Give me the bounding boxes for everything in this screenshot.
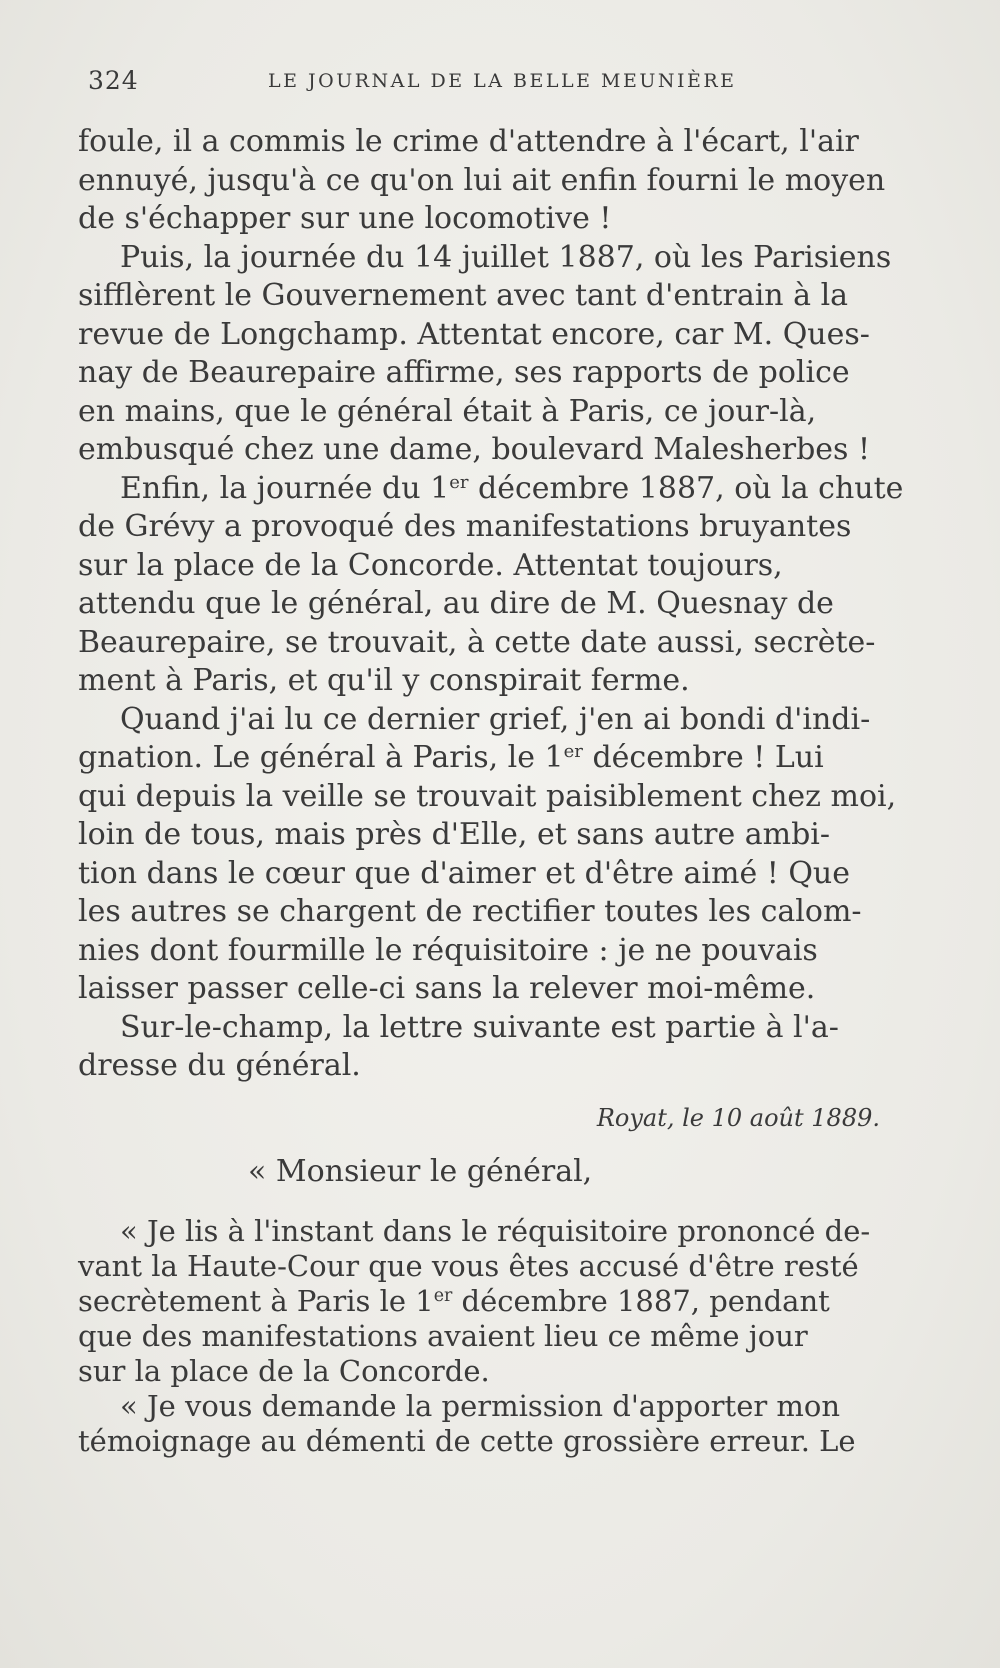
text-line: sur la place de la Concorde.: [78, 1353, 490, 1388]
text-line: attendu que le général, au dire de M. Quesnay de: [78, 586, 834, 621]
text-line: [78, 739, 938, 778]
text-run: Enfin, la journée du 1: [120, 470, 450, 506]
text-run: décembre 1887, où la chute: [468, 470, 904, 506]
text-run: gnation. Le général à Paris, le 1: [78, 740, 564, 775]
text-line: foule, il a commis le crime d'attendre à l'écart, l'air: [78, 124, 859, 159]
text-line: tion dans le cœur que d'aimer et d'être aimé ! Que: [78, 855, 851, 891]
ordinal-superscript: er: [433, 1285, 453, 1306]
text-line: de Grévy a provoqué des manifestations bruyantes: [78, 509, 852, 544]
text-line: les autres se chargent de rectifier toutes les calom-: [78, 894, 862, 929]
text-line: ment à Paris, et qu'il y conspirait ferme.: [78, 663, 690, 698]
page-number: 324: [88, 66, 139, 95]
text-run: décembre ! Lui: [582, 740, 824, 775]
text-line: embusqué chez une dame, boulevard Malesherbes !: [78, 432, 871, 467]
text-line: témoignage au démenti de cette grossière erreur. Le: [78, 1423, 856, 1458]
text-line: [78, 1284, 938, 1319]
letter-body: [78, 1214, 938, 1459]
text-run: décembre 1887, pendant: [452, 1283, 830, 1318]
text-line: revue de Longchamp. Attentat encore, car M. Ques-: [78, 316, 870, 352]
text-line: que des manifestations avaient lieu ce même jour: [78, 1318, 808, 1353]
text-line: Sur-le-champ, la lettre suivante est partie à l'a-: [120, 1009, 839, 1045]
paragraph: [78, 1009, 938, 1086]
text-line: « Je vous demande la permission d'apporter mon: [120, 1388, 841, 1423]
letter-dateline: Royat, le 10 août 1889.: [596, 1103, 880, 1132]
text-line: Beaurepaire, se trouvait, à cette date aussi, secrète-: [78, 624, 876, 660]
text-line: [78, 470, 938, 509]
text-line: ennuyé, jusqu'à ce qu'on lui ait enfin fourni le moyen: [78, 162, 886, 198]
text-line: Quand j'ai lu ce dernier grief, j'en ai bondi d'indi-: [120, 701, 871, 737]
text-line: de s'échapper sur une locomotive !: [78, 201, 612, 236]
running-title: LE JOURNAL DE LA BELLE MEUNIÈRE: [268, 70, 737, 92]
text-line: nies dont fourmille le réquisitoire : je ne pouvais: [78, 932, 818, 968]
page-header: [88, 66, 768, 106]
text-line: sifflèrent le Gouvernement avec tant d'entrain à la: [78, 278, 849, 313]
text-line: vant la Haute-Cour que vous êtes accusé d'être resté: [78, 1248, 859, 1283]
paragraph: [78, 239, 938, 470]
text-line: laisser passer celle-ci sans la relever moi-même.: [78, 971, 816, 1006]
page-body: [78, 123, 938, 1459]
text-line: dresse du général.: [78, 1048, 361, 1083]
paragraph: [78, 123, 938, 239]
text-line: qui depuis la veille se trouvait paisiblement chez moi,: [78, 778, 897, 814]
text-line: loin de tous, mais près d'Elle, et sans autre ambi-: [78, 817, 831, 852]
ordinal-superscript: er: [563, 741, 583, 762]
letter-salutation: « Monsieur le général,: [248, 1153, 593, 1189]
text-line: sur la place de la Concorde. Attentat toujours,: [78, 547, 783, 583]
paragraph: [78, 701, 938, 1009]
text-line: nay de Beaurepaire affirme, ses rapports de police: [78, 355, 850, 390]
ordinal-superscript: er: [449, 471, 469, 493]
text-line: en mains, que le général était à Paris, ce jour-là,: [78, 393, 817, 429]
paragraph: [78, 470, 938, 701]
text-line: « Je lis à l'instant dans le réquisitoire prononcé de-: [120, 1213, 871, 1248]
text-run: secrètement à Paris le 1: [78, 1283, 434, 1318]
text-line: Puis, la journée du 14 juillet 1887, où les Parisiens: [120, 239, 892, 275]
